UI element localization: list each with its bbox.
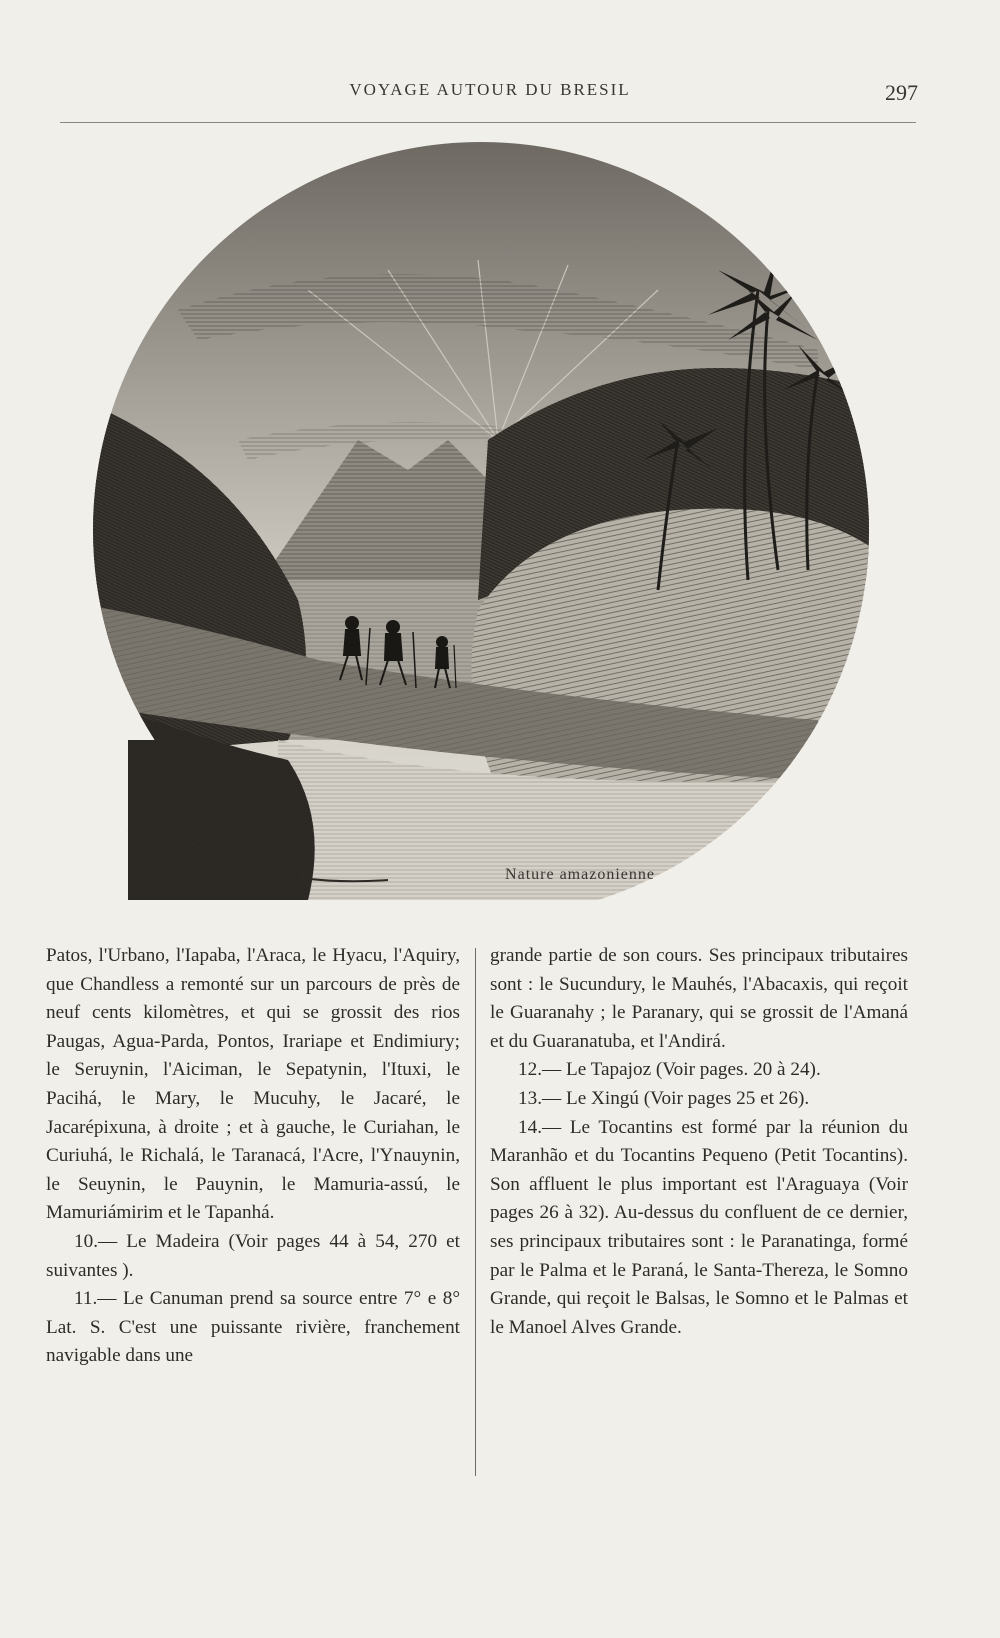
paragraph: grande partie de son cours. Ses principaux tributaires sont : le Sucundury, le Mauhés, l'Abacaxis, qui reçoit le Guaranahy ; le Paranary, qui se grossit de l'Amaná et du Guaranatuba, et l'Andirá.	[490, 945, 908, 1052]
header-rule	[60, 122, 916, 123]
illustration-caption: Nature amazonienne	[505, 866, 655, 883]
right-text-column	[490, 942, 908, 1342]
running-head	[0, 80, 1000, 110]
paragraph: 14.— Le Tocantins est formé par la réunion du Maranhão et du Tocantins Pequeno (Petit Tocantins). Son affluent le plus important est l'Araguaya (Voir pages 26 à 32). Au-dessus du confluent de ce dernier, ses principaux tributaires sont : le Paranatinga, formé par le Palma et le Paraná, le Santa-Thereza, le Somno Grande, qui reçoit le Balsas, le Somno et le Palmas et le Manoel Alves Grande.	[490, 1116, 908, 1338]
left-text-column	[46, 942, 460, 1371]
engraving-illustration	[58, 140, 918, 900]
paragraph: Patos, l'Urbano, l'Iapaba, l'Araca, le Hyacu, l'Aquiry, que Chandless a remonté sur un parcours de près de neuf cents kilomètres, et qui se grossit des rios Paugas, Agua-Parda, Pontos, Irariape et Endimiury; le Seruynin, l'Aiciman, le Sepatynin, l'Ituxi, le Pacihá, le Mary, le Mucuhy, le Jacaré, le Jacarépixuna, à droite ; et à gauche, le Curiahan, le Curiuhá, le Richalá, le Taranacá, l'Acre, l'Ynauynin, le Seuynin, le Pauynin, le Mamuria-assú, le Mamuriámirim et le Tapanhá.	[46, 945, 460, 1224]
page-number: 297	[885, 80, 918, 105]
running-title: VOYAGE AUTOUR DU BRESIL	[349, 80, 631, 99]
paragraph: 10.— Le Madeira (Voir pages 44 à 54, 270 et suivantes ).	[46, 1230, 460, 1281]
engraving-scene	[58, 140, 918, 900]
column-divider	[475, 948, 476, 1476]
paragraph: 12.— Le Tapajoz (Voir pages. 20 à 24).	[518, 1059, 821, 1081]
paragraph: 11.— Le Canuman prend sa source entre 7° e 8° Lat. S. C'est une puissante rivière, franchement navigable dans une	[46, 1288, 460, 1367]
paragraph: 13.— Le Xingú (Voir pages 25 et 26).	[518, 1087, 810, 1109]
